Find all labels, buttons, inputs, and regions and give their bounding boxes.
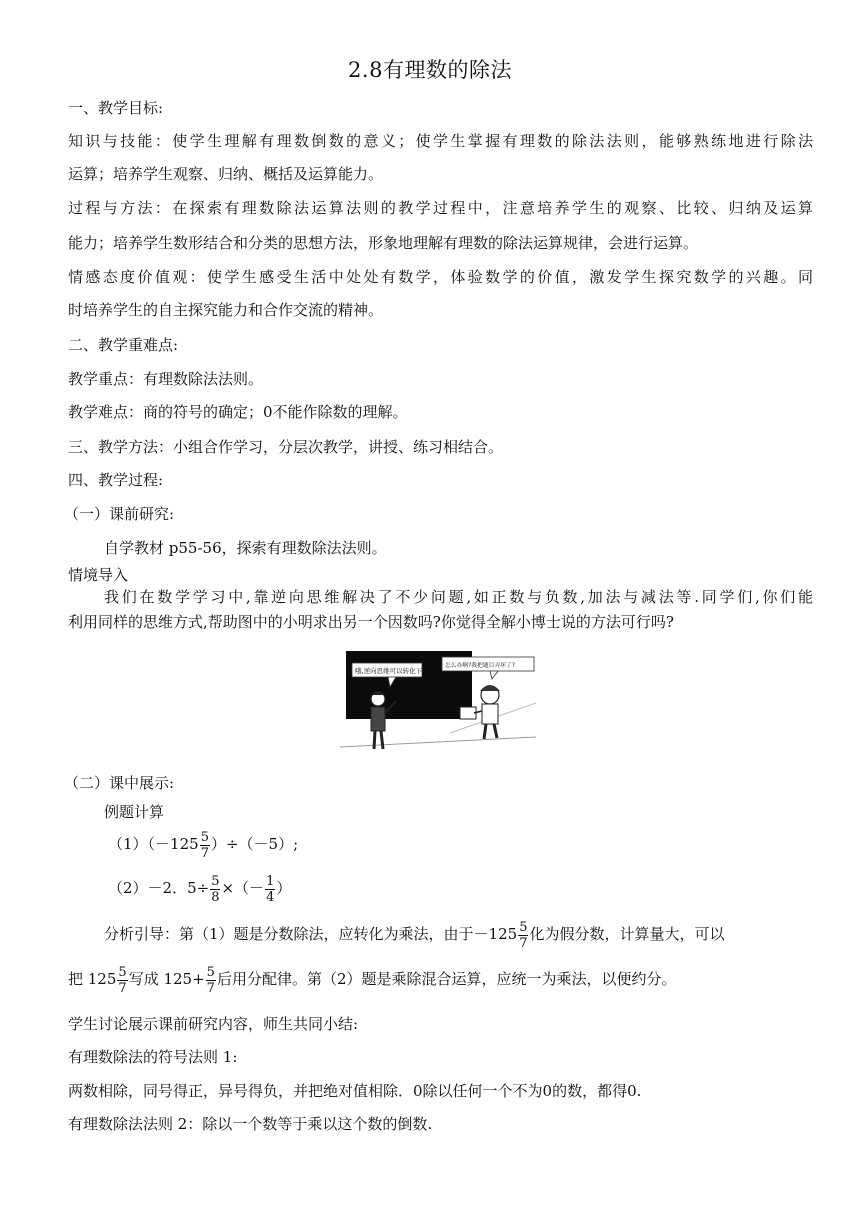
rule-2-text: 有理数除法法则 2：除以一个数等于乘以这个数的倒数. [68, 1115, 433, 1133]
difficult-point: 教学难点：商的符号的确定；0不能作除数的理解。 [68, 403, 408, 421]
self-study-text: 自学教材 p55-56，探索有理数除法法则。 [104, 539, 387, 557]
bubble-left-text: 哦,逆向思维可以转化下 [355, 667, 423, 675]
section-3-text: 三、教学方法：小组合作学习，分层次教学，讲授、练习相结合。 [68, 438, 504, 456]
example-heading: 例题计算 [104, 803, 165, 821]
analysis-line-1: 分析引导：第（1）题是分数除法，应转化为乘法，由于－125 $\frac{5}{7}$ 化为假分数，计算量大，可以 [104, 919, 725, 951]
intro-line-1: 我们在数学学习中,靠逆向思维解决了不少问题,如正数与负数,加法与减法等.同学们,你们能 [104, 588, 813, 606]
example-2: （2）－2．5÷ $\frac{5}{8}$ ×（－ $\frac{1}{4}$ ） [108, 873, 292, 905]
page-title: 2.8有理数的除法 [348, 58, 512, 82]
discussion-text: 学生讨论展示课前研究内容，师生共同小结: [68, 1015, 359, 1033]
intro-heading: 情境导入 [68, 566, 129, 584]
process-line-2: 能力；培养学生数形结合和分类的思想方法，形象地理解有理数的除法运算规律，会进行运算。 [68, 234, 699, 252]
example-1: （1）（－125 $\frac{5}{7}$ ）÷（－5）; [108, 829, 299, 861]
section-2-heading: 二、教学重难点: [68, 336, 179, 354]
fraction-5-7: $\frac{5}{7}$ [118, 964, 127, 996]
bubble-right-text: 怎么办啊?我把题目弄坏了? [445, 663, 515, 669]
analysis-line-2: 把 125 $\frac{5}{7}$ 写成 125+ $\frac{5}{7}$ 后用分配律。第（2）题是乘除混合运算，应统一为乘法，以便约分。 [68, 964, 677, 996]
emotion-line-1: 情感态度价值观：使学生感受生活中处处有数学，体验数学的价值，激发学生探究数学的兴趣。同 [68, 268, 813, 286]
key-point: 教学重点：有理数除法法则。 [68, 370, 264, 388]
rule-1-text: 两数相除，同号得正，异号得负，并把绝对值相除．0除以任何一个不为0的数，都得0. [68, 1082, 642, 1100]
fraction-1-4: $\frac{1}{4}$ [266, 873, 275, 905]
fraction-5-8: $\frac{5}{8}$ [211, 873, 220, 905]
rule-1-heading: 有理数除法的符号法则 1: [68, 1048, 238, 1066]
process-line-1: 过程与方法：在探索有理数除法运算法则的教学过程中，注意培养学生的观察、比较、归纳及运算 [68, 199, 813, 217]
part-1-heading: （一）课前研究: [64, 505, 175, 523]
emotion-line-2: 时培养学生的自主探究能力和合作交流的精神。 [68, 301, 384, 319]
intro-line-2: 利用同样的思维方式,帮助图中的小明求出另一个因数吗?你觉得全解小博士说的方法可行吗? [68, 613, 674, 631]
knowledge-line-2: 运算；培养学生观察、归纳、概括及运算能力。 [68, 165, 384, 183]
part-2-heading: （二）课中展示: [64, 774, 175, 792]
section-1-heading: 一、教学目标: [68, 99, 164, 117]
knowledge-line-1: 知识与技能：使学生理解有理数倒数的意义；使学生掌握有理数的除法法则，能够熟练地进行除法 [68, 132, 813, 150]
fraction-5-7: $\frac{5}{7}$ [200, 829, 209, 861]
paper-sheet [460, 707, 476, 719]
fraction-5-7: $\frac{5}{7}$ [519, 919, 528, 951]
fraction-5-7: $\frac{5}{7}$ [206, 964, 215, 996]
section-4-heading: 四、教学过程: [68, 471, 164, 489]
cartoon-illustration [340, 643, 536, 757]
